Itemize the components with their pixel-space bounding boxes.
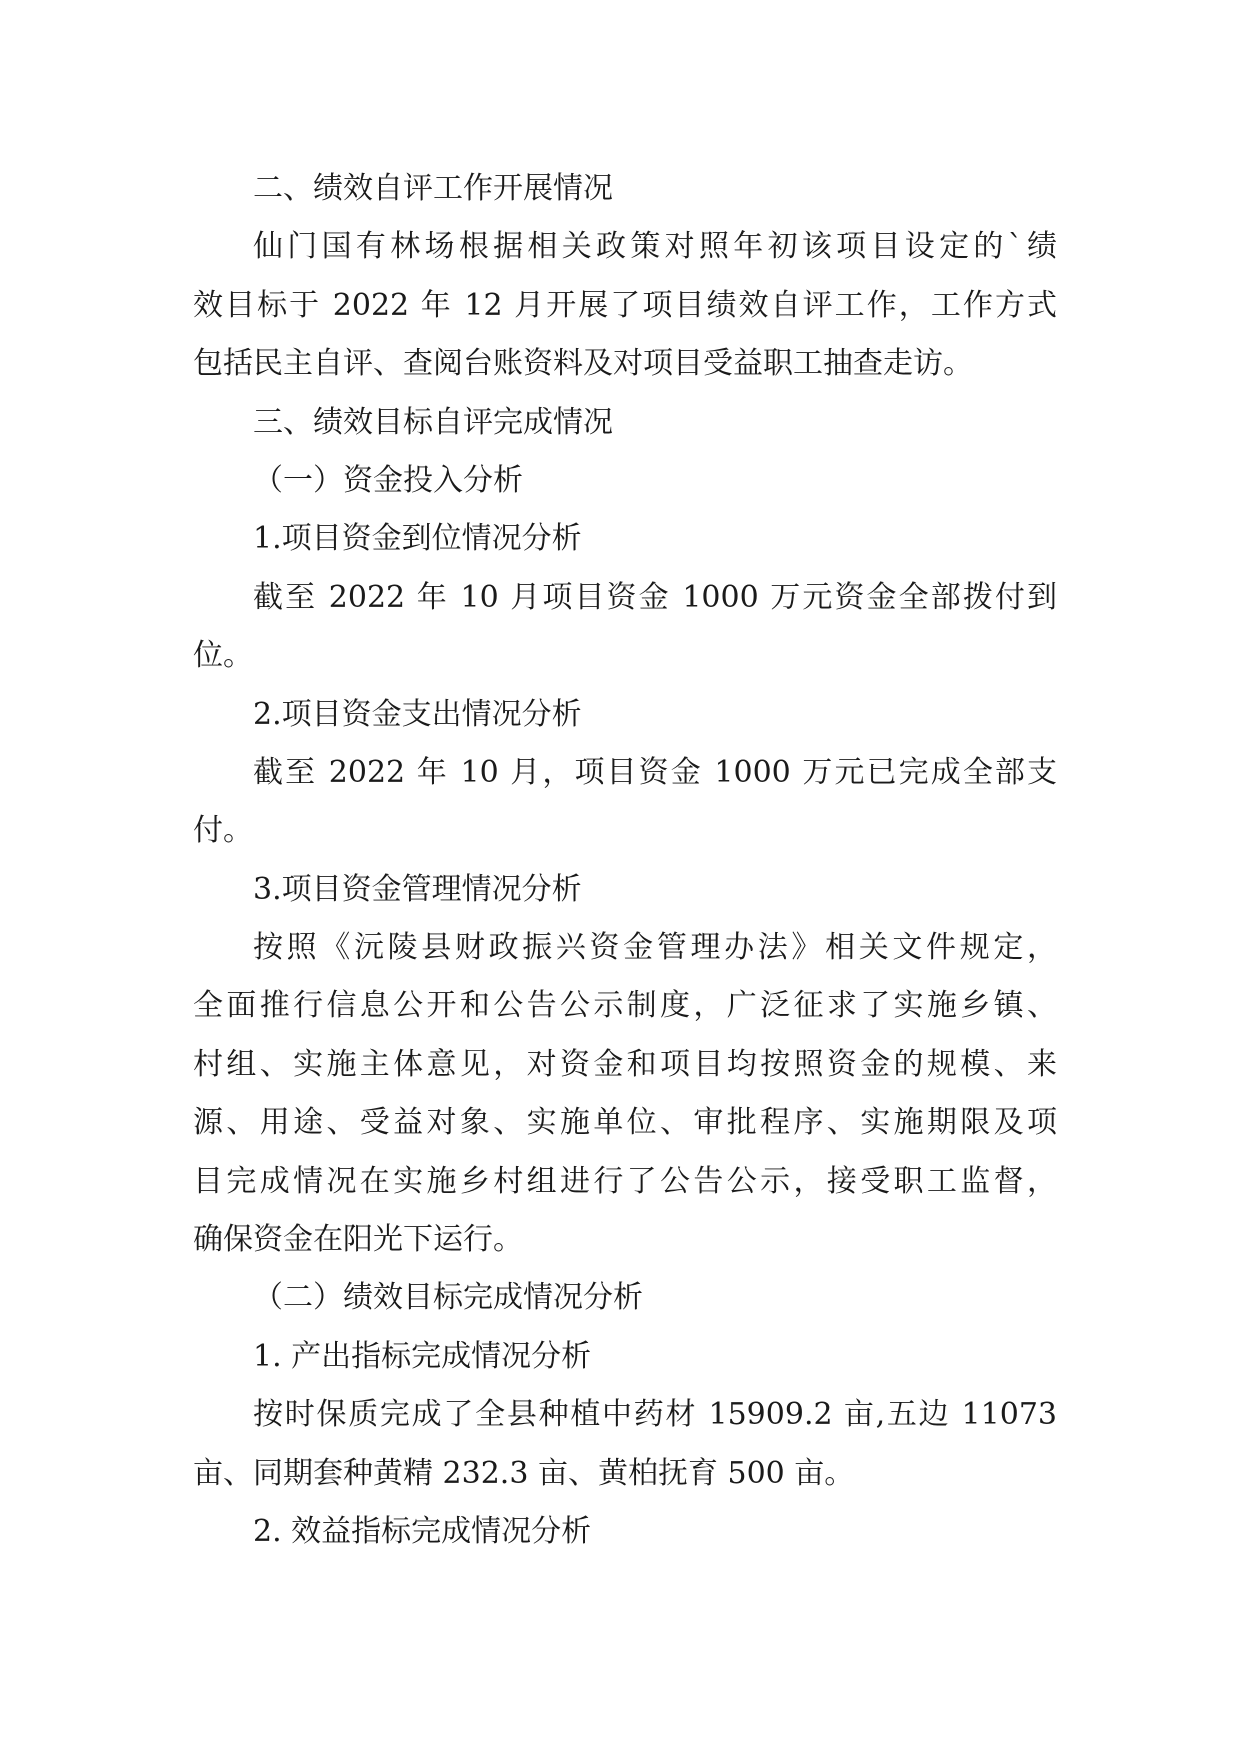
subsection-heading-funding-input: （一）资金投入分析	[253, 462, 523, 498]
item-heading-funds-management: 3.项目资金管理情况分析	[253, 871, 582, 907]
section-heading-2: 二、绩效自评工作开展情况	[253, 171, 613, 206]
paragraph-line: 按时保质完成了全县种植中药材 15909.2 亩,五边 11073	[253, 1397, 1057, 1433]
paragraph-line: 按照《沅陵县财政振兴资金管理办法》相关文件规定，	[253, 930, 1057, 966]
paragraph-line: 仙门国有林场根据相关政策对照年初该项目设定的`绩	[253, 229, 1057, 265]
paragraph-line: 截至 2022 年 10 月，项目资金 1000 万元已完成全部支	[253, 754, 1057, 790]
paragraph-line: 全面推行信息公开和公告公示制度，广泛征求了实施乡镇、	[193, 988, 1057, 1024]
paragraph-line: 确保资金在阳光下运行。	[193, 1222, 523, 1258]
paragraph-line: 效目标于 2022 年 12 月开展了项目绩效自评工作，工作方式	[193, 287, 1057, 323]
item-heading-output-indicators: 1. 产出指标完成情况分析	[253, 1338, 592, 1374]
subsection-heading-performance-goals: （二）绩效目标完成情况分析	[253, 1280, 643, 1316]
paragraph-line: 源、用途、受益对象、实施单位、审批程序、实施期限及项	[193, 1105, 1057, 1141]
paragraph-line: 包括民主自评、查阅台账资料及对项目受益职工抽查走访。	[193, 346, 973, 382]
item-heading-benefit-indicators: 2. 效益指标完成情况分析	[253, 1513, 592, 1549]
paragraph-line: 目完成情况在实施乡村组进行了公告公示，接受职工监督，	[193, 1163, 1057, 1199]
paragraph-line: 位。	[193, 638, 253, 674]
paragraph-line: 付。	[193, 813, 253, 849]
paragraph-line: 截至 2022 年 10 月项目资金 1000 万元资金全部拨付到	[253, 579, 1057, 615]
item-heading-funds-expenditure: 2.项目资金支出情况分析	[253, 696, 582, 732]
document-body	[193, 160, 1057, 1561]
paragraph-line: 亩、同期套种黄精 232.3 亩、黄柏抚育 500 亩。	[193, 1455, 855, 1491]
item-heading-funds-arrival: 1.项目资金到位情况分析	[253, 521, 582, 557]
section-heading-3: 三、绩效目标自评完成情况	[253, 404, 613, 440]
paragraph-line: 村组、实施主体意见，对资金和项目均按照资金的规模、来	[193, 1046, 1057, 1082]
